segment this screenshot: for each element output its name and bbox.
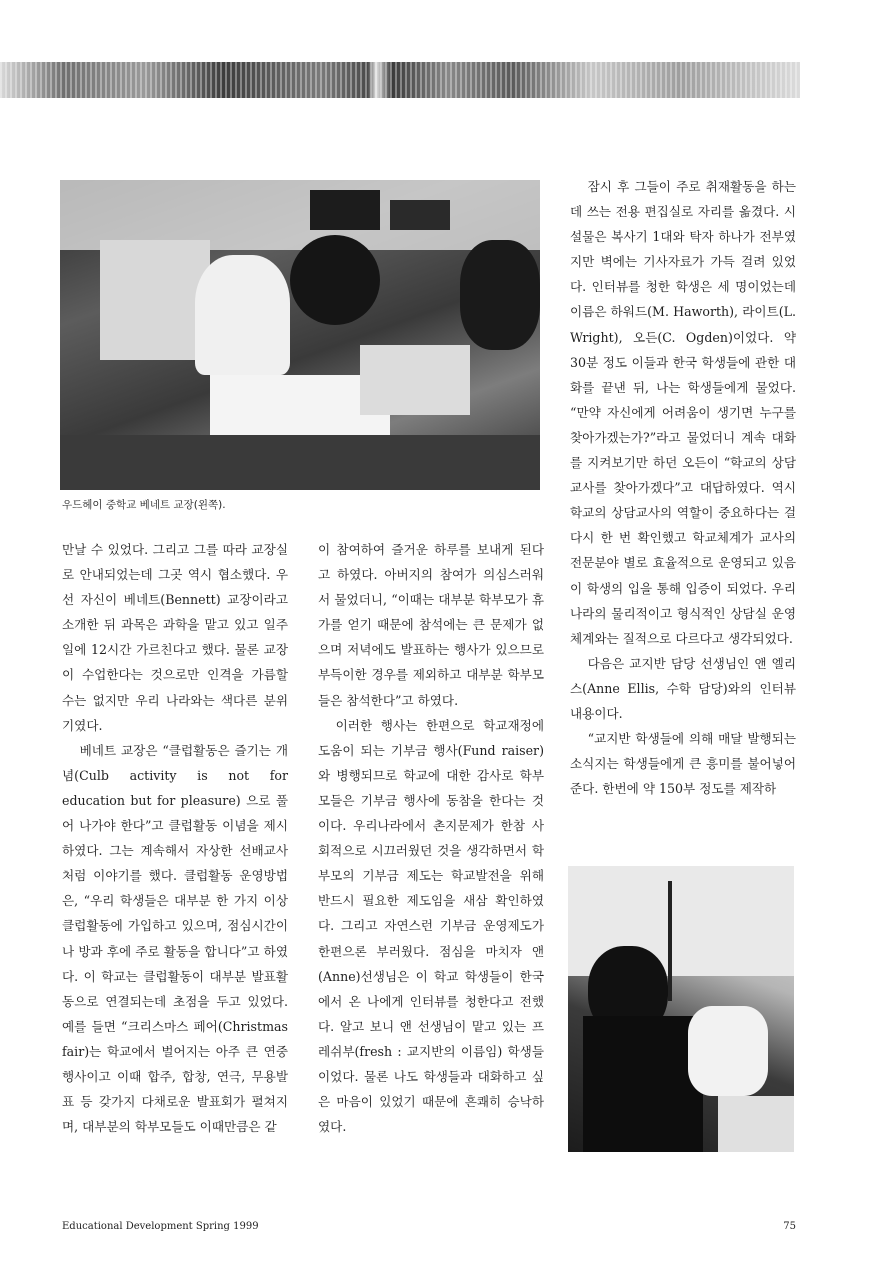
paragraph: 다음은 교지반 담당 선생님인 앤 엘리스(Anne Ellis, 수학 담당)와의 인터뷰 내용이다. — [570, 655, 796, 721]
paragraph: 베네트 교장은 “클럽활동은 즐기는 개념(Culb activity is not for education but for pleasure) 으로 풀어 나가야 한다”고 클럽활동 이념을 제시하였다. 그는 계속해서 자상한 선배교사처럼 이야기를 했다. 클럽활동 운영방법은, “우리 학생들은 대부분 한 가지 이상 클럽활동에 가입하고 있으며, 점심시간이나 방과 후에 주로 활동을 합니다”고 하였다. 이 학교는 클럽활동이 대부분 발표활동으로 연결되는데 초점을 두고 있었다. 예를 들면 “크리스마스 페어(Christmas fair)는 학교에서 벌어지는 아주 큰 연중행사이고 이때 합주, 합창, 연극, 무용발표 등 갖가지 다채로운 발표회가 펼쳐지며, 대부분의 학부모들도 이때만큼은 같 — [62, 742, 288, 1135]
paragraph: 이러한 행사는 한편으로 학교재정에 도움이 되는 기부금 행사(Fund raiser)와 병행되므로 학교에 대한 감사로 학부모들은 기부금 행사에 동참을 한다는 것이다. 우리나라에서 촌지문제가 한참 사회적으로 시끄러웠던 것을 생각하면서 학부모의 기부금 제도는 학교발전을 위해 반드시 필요한 제도임을 새삼 확인하였다. 그리고 자연스런 기부금 운영제도가 한편으론 부러웠다. 점심을 마치자 앤(Anne)선생님은 이 학교 학생들이 한국에서 온 나에게 인터뷰를 청한다고 전했다. 알고 보니 앤 선생님이 맡고 있는 프레쉬부(fresh : 교지반의 이름임) 학생들이었다. 물론 나도 학생들과 대화하고 싶은 마음이 있었기 때문에 흔쾌히 승낙하였다. — [318, 717, 544, 1135]
article-column-1 — [62, 537, 288, 1139]
page-number: 75 — [783, 1221, 796, 1232]
article-column-3-top — [570, 174, 796, 801]
paragraph: 이 참여하여 즐거운 하루를 보내게 된다고 하였다. 아버지의 참여가 의심스러워서 물었더니, “이때는 대부분 학부모가 휴가를 얻기 때문에 참석에는 큰 문제가 없으며 저녁에도 발표하는 행사가 있으므로 부득이한 경우를 제외하고 대부분 학부모들은 참석한다”고 하였다. — [318, 542, 544, 708]
photo-caption: 우드헤이 중학교 베네트 교장(왼쪽). — [62, 499, 226, 511]
paragraph: 잠시 후 그들이 주로 취재활동을 하는데 쓰는 전용 편집실로 자리를 옮겼다. 시설물은 복사기 1대와 탁자 하나가 전부였지만 벽에는 기사자료가 가득 걸려 있었다. 인터뷰를 청한 학생은 세 명이었는데 이름은 하워드(M. Haworth), 라이트(L. Wright), 오든(C. Ogden)이었다. 약 30분 정도 이들과 한국 학생들에 관한 대화를 끝낸 뒤, 나는 학생들에게 물었다. “만약 자신에게 어려움이 생기면 누구를 찾아가겠는가?”라고 물었더니 계속 대화를 지켜보기만 하던 오든이 “학교의 상담교사를 찾아가겠다”고 대답하였다. 역시 학교의 상담교사의 역할이 중요하다는 걸 다시 한 번 확인했고 학교체계가 교사의 전문분야 별로 효율적으로 운영되고 있음이 학생의 입을 통해 입증이 되었다. 우리 나라의 물리적이고 형식적인 상담실 운영체계와는 질적으로 다르다고 생각되었다. — [570, 179, 796, 646]
teacher-photo — [568, 866, 794, 1152]
paragraph: 만날 수 있었다. 그리고 그를 따라 교장실로 안내되었는데 그곳 역시 협소했다. 우선 자신이 베네트(Bennett) 교장이라고 소개한 뒤 과목은 과학을 맡고 있고 일주일에 12시간 가르친다고 했다. 물론 교장이 수업한다는 것으로만 인격을 가름할 수는 없지만 우리 나라와는 색다른 분위기였다. — [62, 542, 288, 733]
paragraph: “교지반 학생들에 의해 매달 발행되는 소식지는 학생들에게 큰 흥미를 불어넣어 준다. 한번에 약 150부 정도를 제작하 — [570, 731, 796, 797]
office-photo — [60, 180, 540, 490]
article-column-2 — [318, 537, 544, 1139]
journal-footer: Educational Development Spring 1999 — [62, 1221, 259, 1232]
header-decorative-band — [0, 62, 800, 98]
